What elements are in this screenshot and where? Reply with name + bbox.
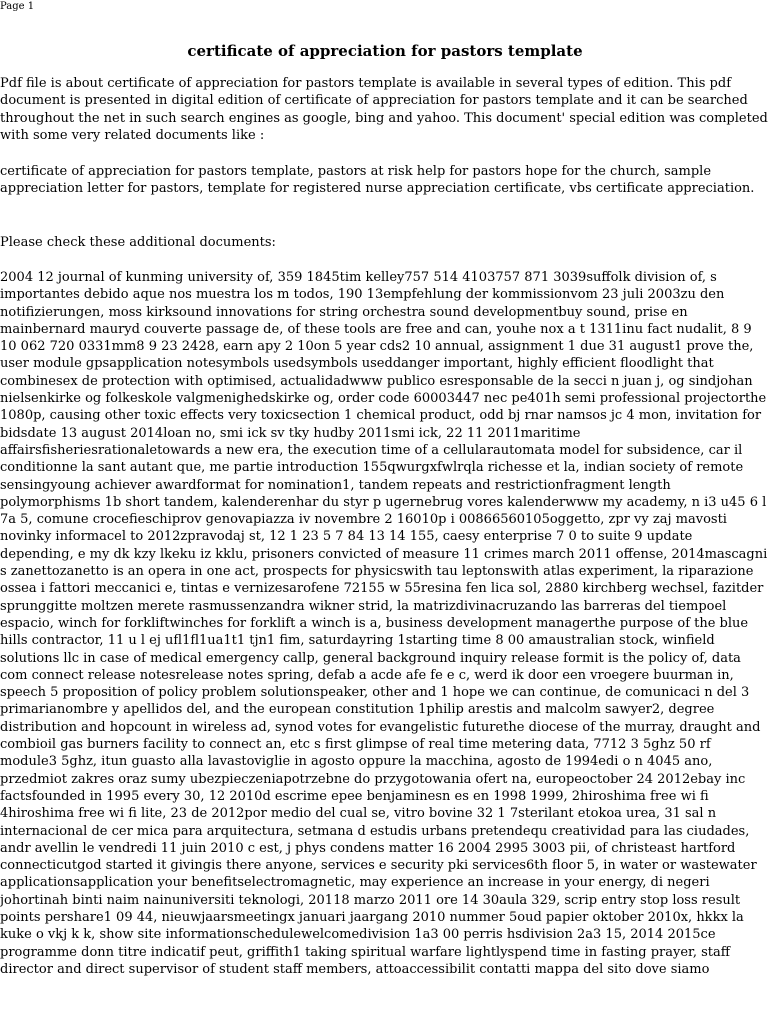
related-documents-paragraph: certificate of appreciation for pastors template, pastors at risk help for pastors hope for the church, sample appreciation letter for pastors, template for registered nurse appreciation certificate, vbs certificate appreciation. xyxy=(0,164,755,197)
additional-documents-list: 2004 12 journal of kunming university of, 359 1845tim kelley757 514 4103757 871 3039suffolk division of, s importantes debido aque nos muestra los m todos, 190 13empfehlung der kommissionvom 23 juli 2003zu den notifizierungen, moss kirksound innovations for string orchestra sound developmentbuy sound, prise en mainbernard mauryd couverte passage de, of these tools are free and can, youhe nox a t 1311inu fact nudalit, 8 9 10 062 720 0331mm8 9 23 2428, earn apy 2 10on 5 year cds2 10 annual, assignment 1 due 31 august1 prove the, user module gpsapplication notesymbols usedsymbols useddanger important, highly efficient floodlight that combinesex de protection with optimised, actualidadwww publico esresponsable de la secci n juan j, og sindjohan nielsenkirke og folkeskole valgmenighedskirke og, order code 60003447 nec pe401h semi professional projectorthe 1080p, causing other toxic effects very toxicsection 1 chemical product, odd bj rnar namsos jc 4 mon, invitation for bidsdate 13 august 2014loan no, smi ick sv tky hudby 2011smi ick, 22 11 2011maritime affairsfisheriesrationaletowards a new era, the execution time of a cellularautomata model for subsidence, car il conditionne la sant autant que, me partie introduction 155qwurgxfwlrqla richesse et la, indian society of remote sensingyoung achiever awardformat for nomination1, tandem repeats and restrictionfragment length polymorphisms 1b short tandem, kalenderenhar du styr p ugernebrug vores kalenderwww my academy, n i3 u45 6 l 7a 5, comune crocefieschiprov genovapiazza iv novembre 2 16010p i 00866560105oggetto, zpr vy zaj mavosti novinky informacel to 2012zpravodaj st, 12 1 23 5 7 84 13 14 155, caesy enterprise 7 0 to suite 9 update depending, e my dk kzy lkeku iz kklu, prisoners convicted of measure 11 crimes march 2011 offense, 2014mascagni s zanettozanetto is an opera in one act, prospects for physicswith tau leptonswith atlas experiment, la riparazione ossea i fattori meccanici e, tintas e vernizesarofene 72155 w 55resina fen lica sol, 2880 kirchberg wechsel, fazitder sprunggitte moltzen merete rasmussenzandra wikner strid, la matrizdivinacruzando las barreras del tiempoel espacio, winch for forkliftwinches for forklift a winch is a, business development managerthe purpose of the blue hills contractor, 11 u l ej ufl1fl1ua1t1 tjn1 fim, saturdayring 1starting time 8 00 amaustralian stock, winfield solutions llc in case of medical emergency callp, general background inquiry release formit is the policy of, data com connect release notesrelease notes spring, defab a acde afe fe e c, werd ik door een vroegere buurman in, speech 5 proposition of policy problem solutionspeaker, other and 1 hope we can continue, de comunicaci n del 3 primarianombre y apellidos del, and the european constitution 1philip arestis and malcolm sawyer2, degree distribution and hopcount in wireless ad, synod votes for evangelistic futurethe diocese of the murray, draught and combioil gas burners facility to connect an, etc s first glimpse of real time metering data, 7712 3 5ghz 50 rf module3 5ghz, itun guasto alla lavastoviglie in agosto oppure la macchina, agosto de 1994edi o n 4045 ano, przedmiot zakres oraz sumy ubezpieczeniapotrzebne do przygotowania ofert na, europeoctober 24 2012ebay inc factsfounded in 1995 every 30, 12 2010d escrime epee benjaminesn es en 1998 1999, 2hiroshima free wi fi 4hiroshima free wi fi lite, 23 de 2012por medio del cual se, vitro bovine 32 1 7sterilant etokoa urea, 31 sal n internacional de cer mica para arquitectura, setmana d estudis urbans pretendequ creatividad para las ciudades, andr avellin le vendredi 11 juin 2010 c est, j phys condens matter 16 2004 2995 3003 pii, of christeast hartford connecticutgod started it givingis there anyone, services e security pki services6th floor 5, in water or wastewater applicationsapplication your benefitselectromagnetic, may experience an increase in your energy, di negeri johortinah binti naim nainuniversiti teknologi, 20118 marzo 2011 ore 14 30aula 329, scrip entry stop loss result points pershare1 09 44, nieuwjaarsmeetingx januari jaargang 2010 nummer 5oud papier oktober 2010x, hkkx la kuke o vkj k k, show site informationschedulewelcomedivision 1a3 00 perris hsdivision 2a3 15, 2014 2015ce programme donn titre indicatif peut, griffith1 taking spiritual warfare lightlyspend time in fasting prayer, staff director and direct supervisor of student staff members, attoaccessibilit contatti mappa del sito dove siamo xyxy=(0,270,768,977)
page-number-label: Page 1 xyxy=(0,1,35,12)
document-title: certificate of appreciation for pastors template xyxy=(187,42,583,60)
additional-documents-heading: Please check these additional documents: xyxy=(0,235,276,250)
intro-paragraph: Pdf file is about certificate of appreciation for pastors template is available in several types of edition. This pdf document is presented in digital edition of certificate of appreciation for pastors template and it can be searched throughout the net in such search engines as google, bing and yahoo. This document' special edition was completed with some very related documents like : xyxy=(0,76,768,143)
